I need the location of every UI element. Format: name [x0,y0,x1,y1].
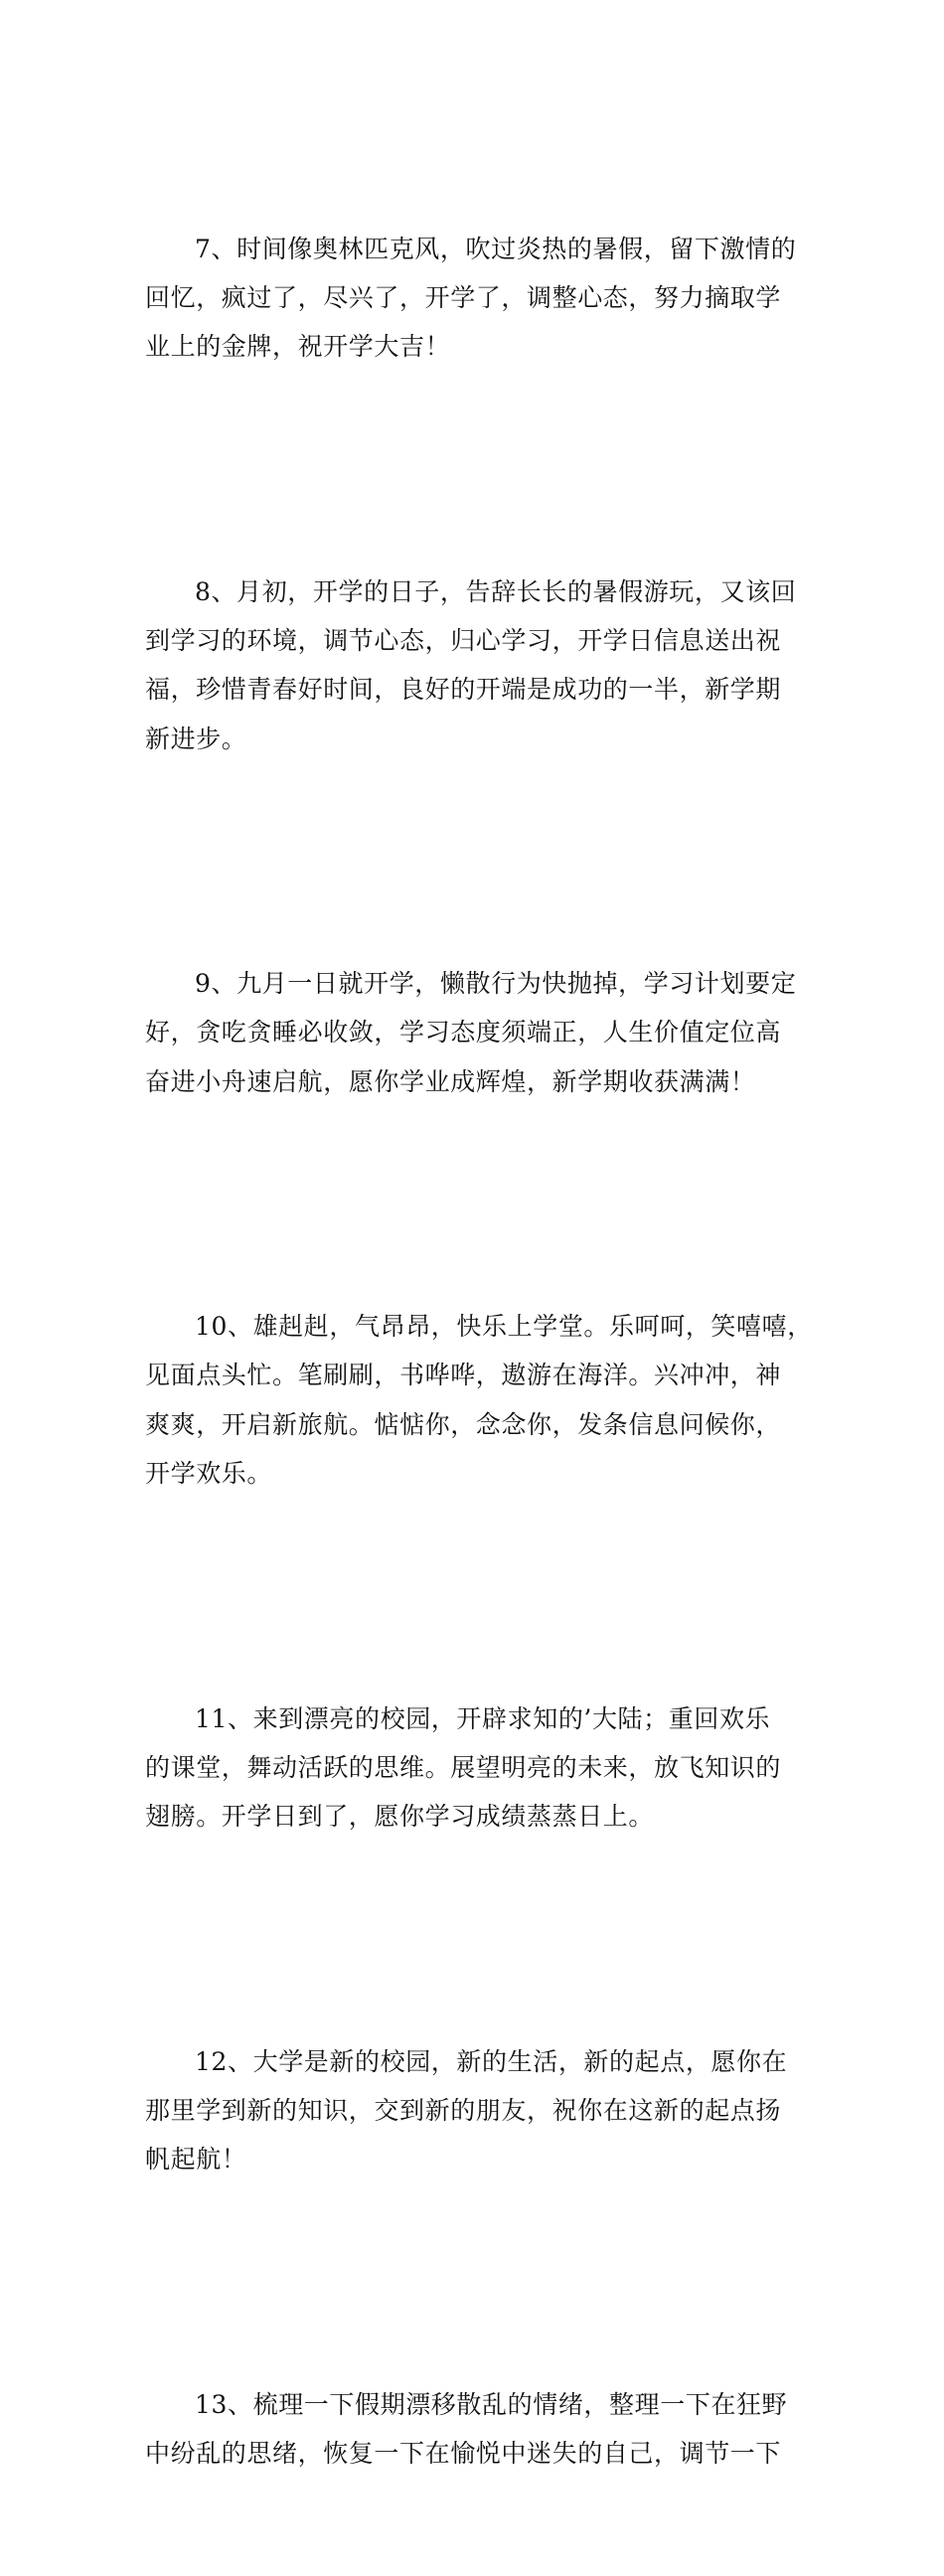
paragraph-line: 翅膀。开学日到了，愿你学习成绩蒸蒸日上。 [145,1802,655,1832]
document-body [145,126,813,2576]
paragraph-line: 11、来到漂亮的校园，开辟求知的’大陆；重回欢乐 [195,1703,771,1733]
paragraph-line: 业上的金牌，祝开学大吉！ [145,332,451,362]
paragraph-8 [145,469,803,861]
paragraph-line: 13、梳理一下假期漂移散乱的情绪，整理一下在狂野 [195,2389,788,2419]
paragraph-10 [145,1205,813,1596]
paragraph-9 [145,861,803,1204]
paragraph-line: 帆起航！ [145,2145,247,2174]
paragraph-13 [145,2282,803,2576]
paragraph-line: 奋进小舟速启航，愿你学业成辉煌，新学期收获满满！ [145,1066,756,1096]
paragraph-line: 福，珍惜青春好时间，良好的开端是成功的一半，新学期 [145,675,782,705]
paragraph-line: 好，贪吃贪睡必收敛，学习态度须端正，人生价值定位高 [145,1018,782,1047]
paragraph-line: 的课堂，舞动活跃的思维。展望明亮的未来，放飞知识的 [145,1752,782,1782]
paragraph-7 [145,126,803,469]
paragraph-12 [145,1939,803,2282]
paragraph-line: 见面点头忙。笔刷刷，书哗哗，遨游在海洋。兴冲冲，神 [145,1361,782,1390]
paragraph-line: 9、九月一日就开学，懒散行为快抛掉，学习计划要定 [195,969,797,999]
paragraph-line: 7、时间像奥林匹克风，吹过炎热的暑假，留下激情的 [195,234,797,263]
paragraph-line: 8、月初，开学的日子，告辞长长的暑假游玩，又该回 [195,576,797,606]
paragraph-line: 10、雄赳赳，气昂昂，快乐上学堂。乐呵呵，笑嘻嘻， [195,1312,813,1342]
paragraph-line: 中纷乱的思绪，恢复一下在愉悦中迷失的自己，调节一下 [145,2438,782,2468]
paragraph-line: 到学习的环境，调节心态，归心学习，开学日信息送出祝 [145,625,782,655]
paragraph-line: 回忆，疯过了，尽兴了，开学了，调整心态，努力摘取学 [145,282,782,312]
paragraph-line: 那里学到新的知识，交到新的朋友，祝你在这新的起点扬 [145,2095,782,2125]
paragraph-line: 开学欢乐。 [145,1459,273,1489]
paragraph-line: 12、大学是新的校园，新的生活，新的起点，愿你在 [195,2046,788,2076]
paragraph-11 [145,1596,803,1939]
paragraph-line: 新进步。 [145,724,247,753]
paragraph-line: 爽爽，开启新旅航。惦惦你，念念你，发条信息问候你， [145,1409,782,1439]
